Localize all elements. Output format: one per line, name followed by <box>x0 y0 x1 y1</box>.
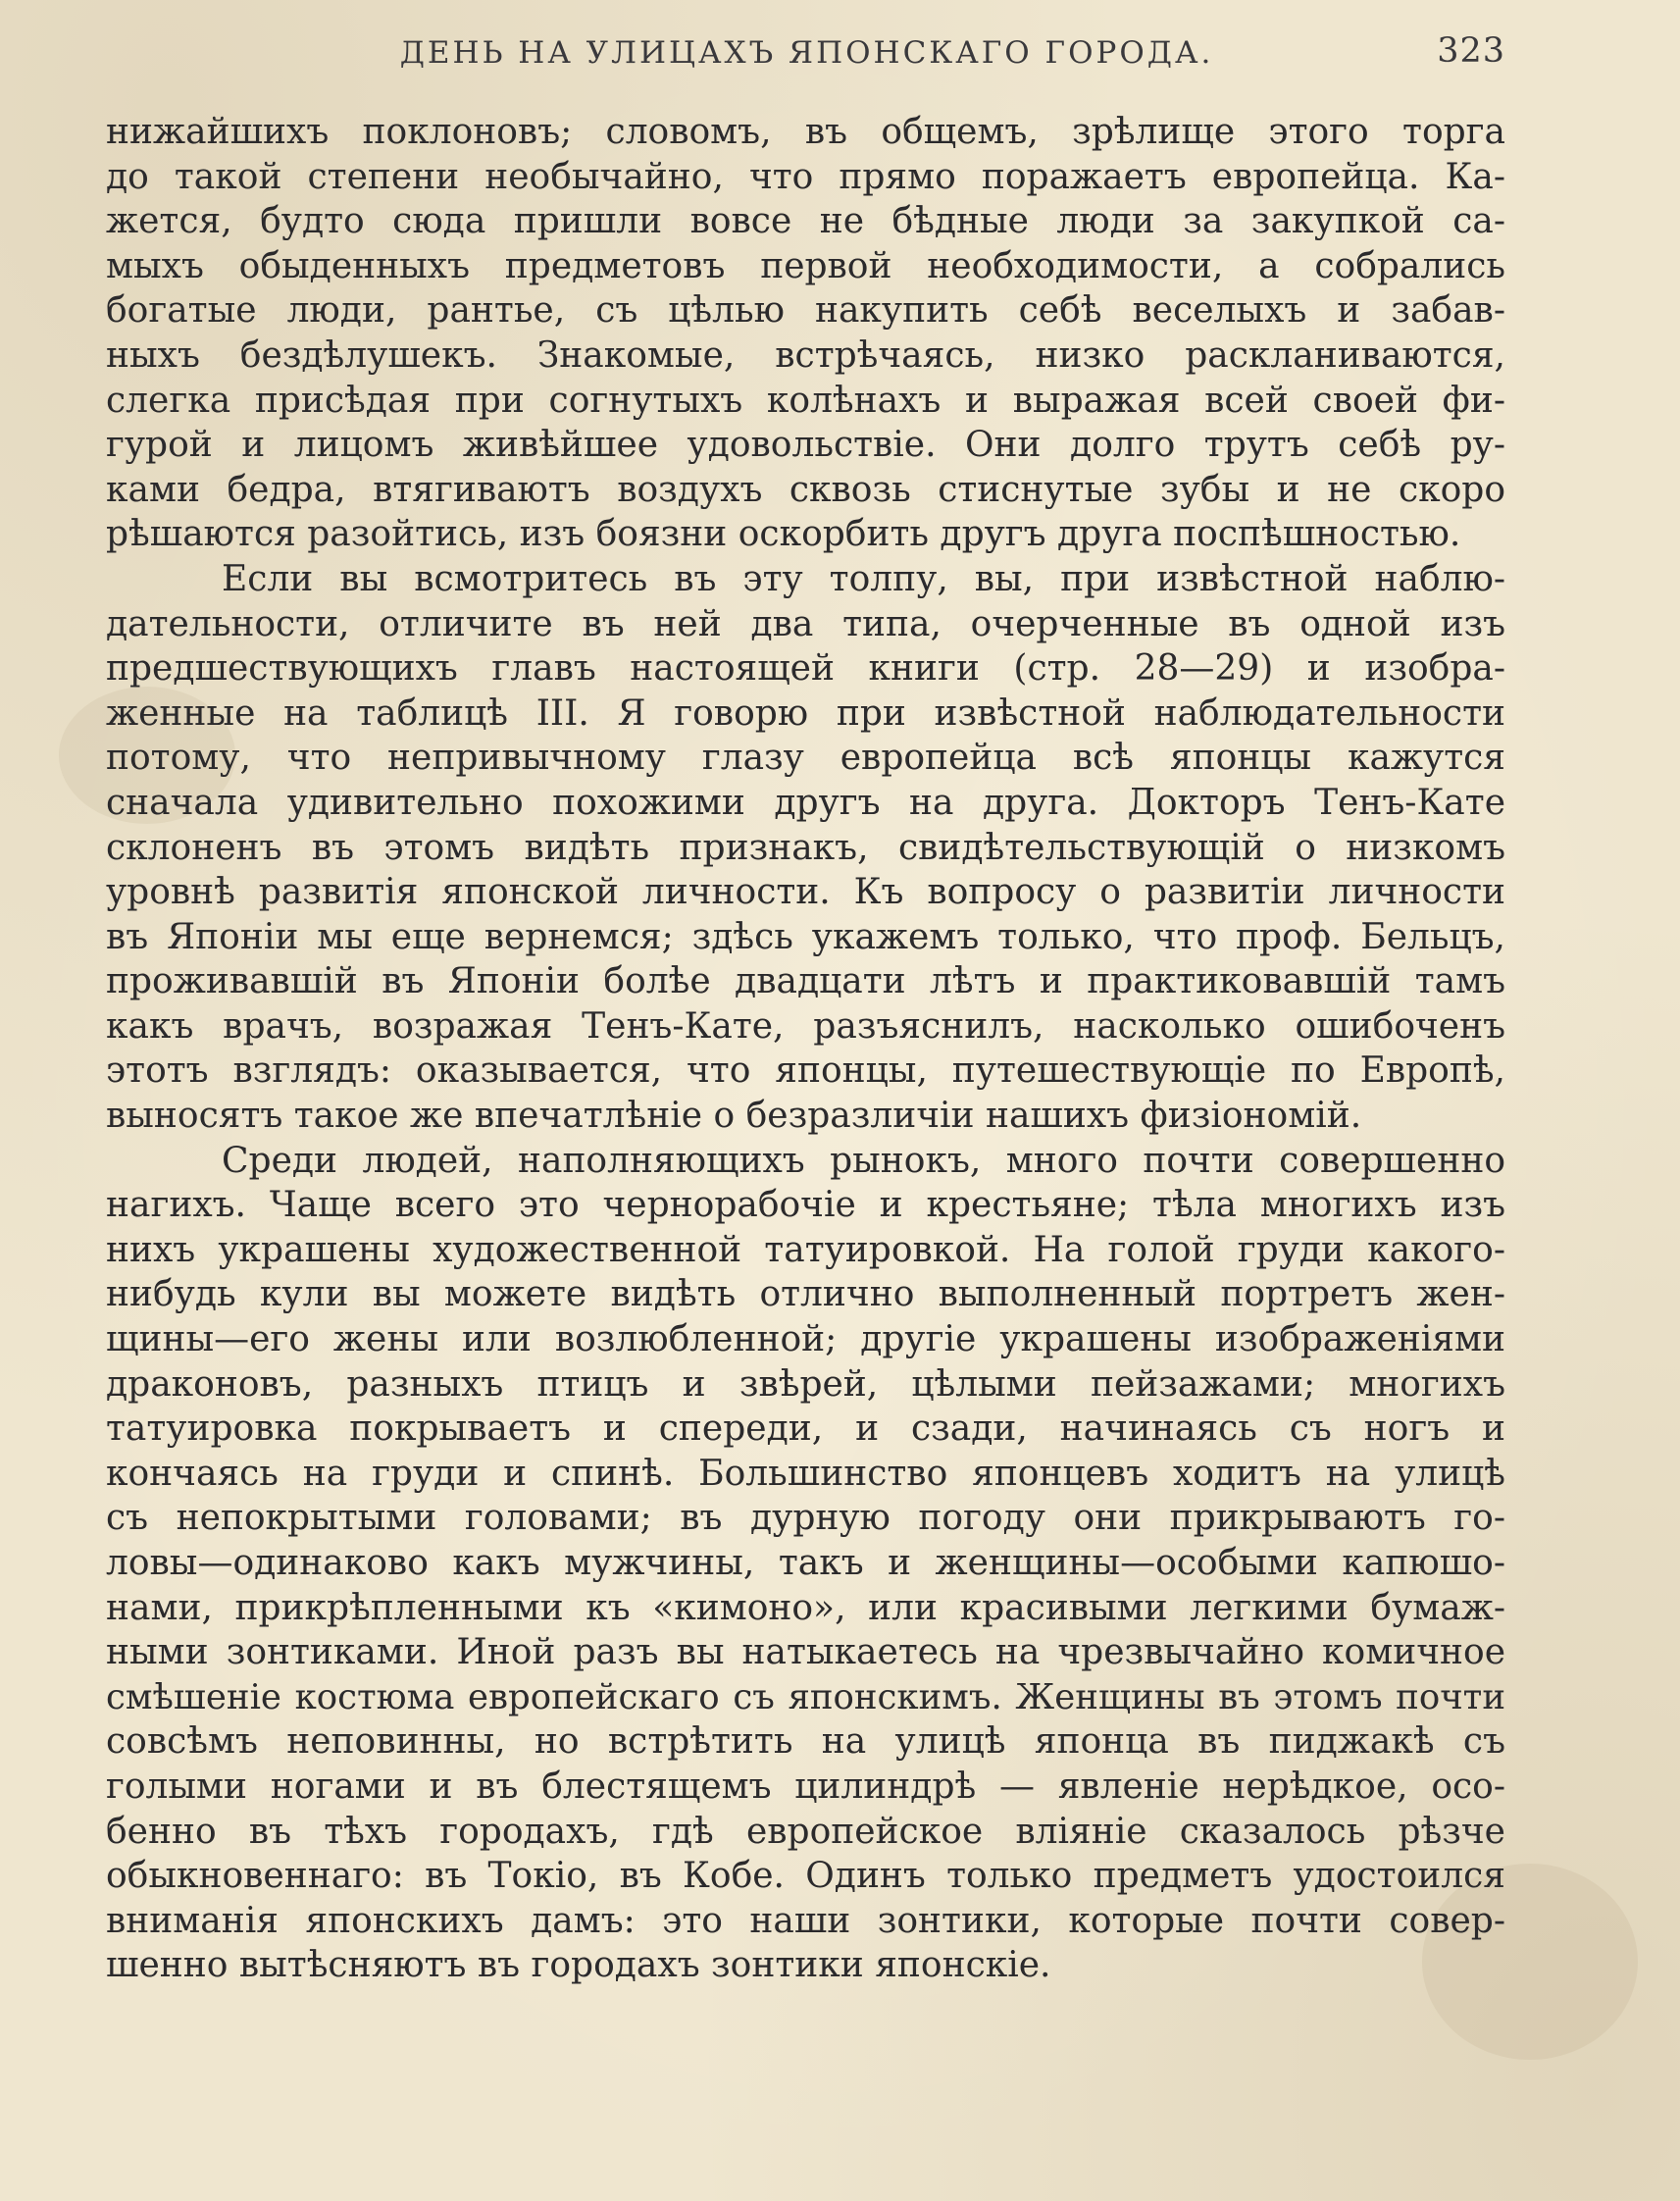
text-line: склоненъ въ этомъ видѣть признакъ, свидѣтельствующій о низкомъ <box>106 827 1505 868</box>
text-line: нами, прикрѣпленными къ «кимоно», или красивыми легкими бумаж- <box>106 1587 1505 1628</box>
text-line: ловы—одинаково какъ мужчины, такъ и женщины—особыми капюшо- <box>106 1543 1505 1583</box>
text-line: кончаясь на груди и спинѣ. Большинство японцевъ ходитъ на улицѣ <box>106 1453 1505 1494</box>
text-line: женные на таблицѣ III. Я говорю при извѣстной наблюдательности <box>106 692 1505 734</box>
paragraph-first-line: Если вы всмотритесь въ эту толпу, вы, при извѣстной наблю- <box>222 558 1505 599</box>
text-line: выносятъ такое же впечатлѣніе о безразличіи нашихъ физіономій. <box>106 1096 1362 1137</box>
text-line: мыхъ обыденныхъ предметовъ первой необходимости, а собрались <box>106 245 1505 286</box>
text-line: нижайшихъ поклоновъ; словомъ, въ общемъ, зрѣлище этого торга <box>106 112 1505 152</box>
text-line: нагихъ. Чаще всего это чернорабочіе и крестьяне; тѣла многихъ изъ <box>106 1185 1505 1226</box>
text-line: нихъ украшены художественной татуировкой. На голой груди какого- <box>106 1229 1505 1270</box>
running-title: ДЕНЬ НА УЛИЦАХЪ ЯПОНСКАГО ГОРОДА. <box>399 35 1214 71</box>
text-line: обыкновеннаго: въ Токіо, въ Кобе. Одинъ только предметъ удостоился <box>106 1856 1505 1897</box>
text-line: ными зонтиками. Иной разъ вы натыкаетесь на чрезвычайно комичное <box>106 1632 1505 1673</box>
paragraph-first-line: Среди людей, наполняющихъ рынокъ, много почти совершенно <box>222 1140 1505 1181</box>
text-line: богатые люди, рантье, съ цѣлью накупить себѣ веселыхъ и забав- <box>106 290 1505 332</box>
text-line: потому, что непривычному глазу европейца всѣ японцы кажутся <box>106 738 1505 779</box>
text-line: слегка присѣдая при согнутыхъ колѣнахъ и выражая всей своей фи- <box>106 380 1505 421</box>
text-line: проживавшій въ Японіи болѣе двадцати лѣтъ и практиковавшій тамъ <box>106 961 1505 1002</box>
text-line: ками бедра, втягиваютъ воздухъ сквозь стиснутые зубы и не скоро <box>106 469 1505 510</box>
text-line: въ Японіи мы еще вернемся; здѣсь укажемъ только, что проф. Бельцъ, <box>106 916 1505 957</box>
text-line: какъ врачъ, возражая Тенъ-Кате, разъяснилъ, насколько ошибоченъ <box>106 1005 1505 1047</box>
text-line: вниманія японскихъ дамъ: это наши зонтики, которые почти совер- <box>106 1900 1505 1941</box>
text-line: уровнѣ развитія японской личности. Къ вопросу о развитіи личности <box>106 872 1505 913</box>
text-line: голыми ногами и въ блестящемъ цилиндрѣ — явленіе нерѣдкое, осо- <box>106 1766 1505 1807</box>
text-line: этотъ взглядъ: оказывается, что японцы, путешествующіе по Европѣ, <box>106 1050 1505 1092</box>
text-line: гурой и лицомъ живѣйшее удовольствіе. Они долго трутъ себѣ ру- <box>106 425 1505 466</box>
text-line: до такой степени необычайно, что прямо поражаетъ европейца. Ка- <box>106 156 1505 197</box>
text-line: совсѣмъ неповинны, но встрѣтить на улицѣ японца въ пиджакѣ съ <box>106 1721 1505 1763</box>
text-line: рѣшаются разойтись, изъ боязни оскорбить другъ друга поспѣшностью. <box>106 514 1461 555</box>
body-text <box>106 110 1505 1988</box>
page-number: 323 <box>1437 31 1505 71</box>
text-line: сначала удивительно похожими другъ на друга. Докторъ Тенъ-Кате <box>106 782 1505 823</box>
text-line: ныхъ бездѣлушекъ. Знакомые, встрѣчаясь, низко раскланиваются, <box>106 334 1505 376</box>
text-line: татуировка покрываетъ и спереди, и сзади, начинаясь съ ногъ и <box>106 1408 1505 1450</box>
text-line: щины—его жены или возлюбленной; другіе украшены изображеніями <box>106 1319 1505 1360</box>
text-line: нибудь кули вы можете видѣть отлично выполненный портретъ жен- <box>106 1274 1505 1315</box>
page-header <box>108 27 1505 77</box>
text-line: шенно вытѣсняютъ въ городахъ зонтики японскіе. <box>106 1945 1051 1986</box>
text-line: бенно въ тѣхъ городахъ, гдѣ европейское вліяніе сказалось рѣзче <box>106 1811 1505 1852</box>
text-line: драконовъ, разныхъ птицъ и звѣрей, цѣлыми пейзажами; многихъ <box>106 1363 1505 1405</box>
text-line: предшествующихъ главъ настоящей книги (стр. 28—29) и изобра- <box>106 648 1505 690</box>
text-line: дательности, отличите въ ней два типа, очерченные въ одной изъ <box>106 603 1505 644</box>
text-line: жется, будто сюда пришли вовсе не бѣдные люди за закупкой са- <box>106 201 1505 242</box>
text-line: съ непокрытыми головами; въ дурную погоду они прикрываютъ го- <box>106 1498 1505 1539</box>
text-line: смѣшеніе костюма европейскаго съ японскимъ. Женщины въ этомъ почти <box>106 1676 1505 1717</box>
